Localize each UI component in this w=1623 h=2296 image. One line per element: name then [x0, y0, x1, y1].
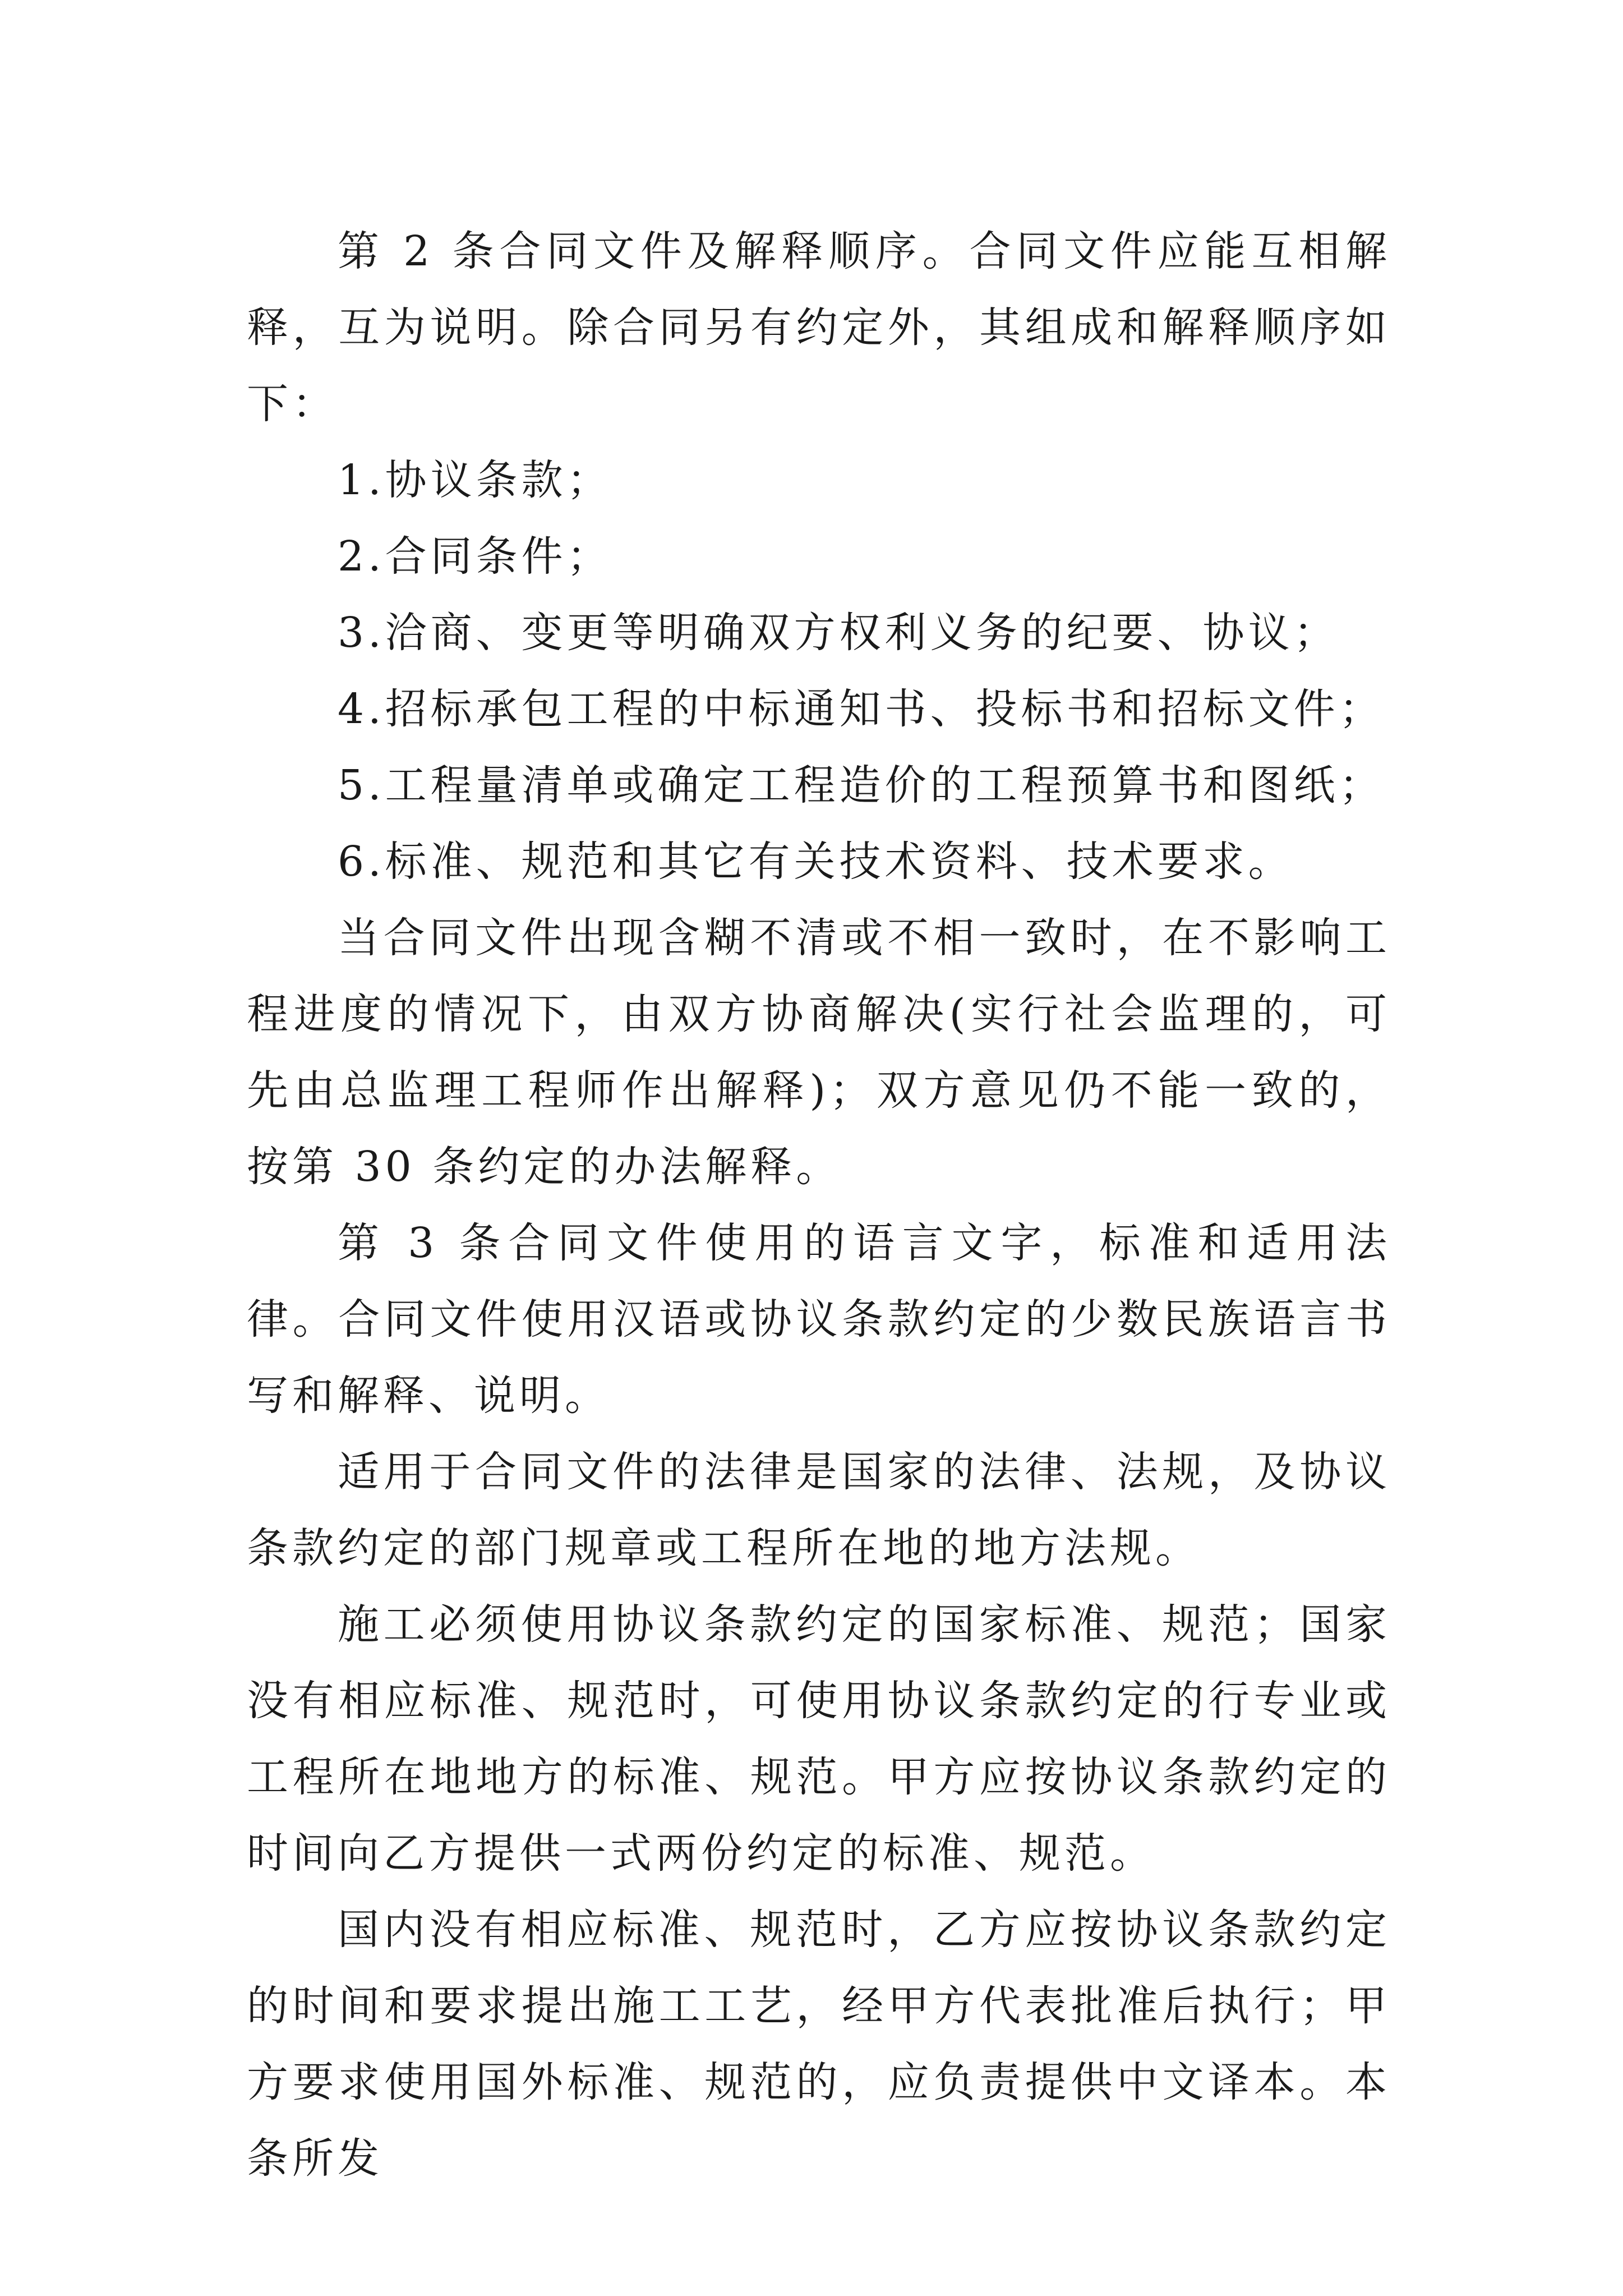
- paragraph-standards: 施工必须使用协议条款约定的国家标准、规范；国家没有相应标准、规范时，可使用协议条款约定的行专业或工程所在地地方的标准、规范。甲方应按协议条款约定的时间向乙方提供一式两份约定的标准、规范。: [247, 1600, 1391, 1878]
- paragraph-applicable-law: 适用于合同文件的法律是国家的法律、法规，及协议条款约定的部门规章或工程所在地的地方法规。: [247, 1448, 1391, 1572]
- list-item-3: 3.洽商、变更等明确双方权利义务的纪要、协议；: [338, 609, 1339, 657]
- list-item-6: 6.标准、规范和其它有关技术资料、技术要求。: [338, 838, 1294, 886]
- paragraph-foreign-standards: 国内没有相应标准、规范时，乙方应按协议条款约定的时间和要求提出施工工艺，经甲方代表批准后执行；甲方要求使用国外标准、规范的，应负责提供中文译本。本条所发: [247, 1906, 1391, 2183]
- list-item-4: 4.招标承包工程的中标通知书、投标书和招标文件；: [338, 685, 1385, 733]
- list-item-5: 5.工程量清单或确定工程造价的工程预算书和图纸；: [338, 761, 1385, 809]
- paragraph-article-3: 第 3 条合同文件使用的语言文字，标准和适用法律。合同文件使用汉语或协议条款约定的少数民族语言书写和解释、说明。: [247, 1219, 1391, 1420]
- document-body: [247, 213, 1391, 2197]
- list-item-2: 2.合同条件；: [338, 532, 612, 581]
- paragraph-ambiguity: 当合同文件出现含糊不清或不相一致时，在不影响工程进度的情况下，由双方协商解决(实行社会监理的，可先由总监理工程师作出解释)；双方意见仍不能一致的，按第 30 条约定的办法解释。: [247, 914, 1391, 1191]
- paragraph-article-2: 第 2 条合同文件及解释顺序。合同文件应能互相解释，互为说明。除合同另有约定外，其组成和解释顺序如下：: [247, 227, 1391, 428]
- list-item-1: 1.协议条款；: [338, 456, 612, 504]
